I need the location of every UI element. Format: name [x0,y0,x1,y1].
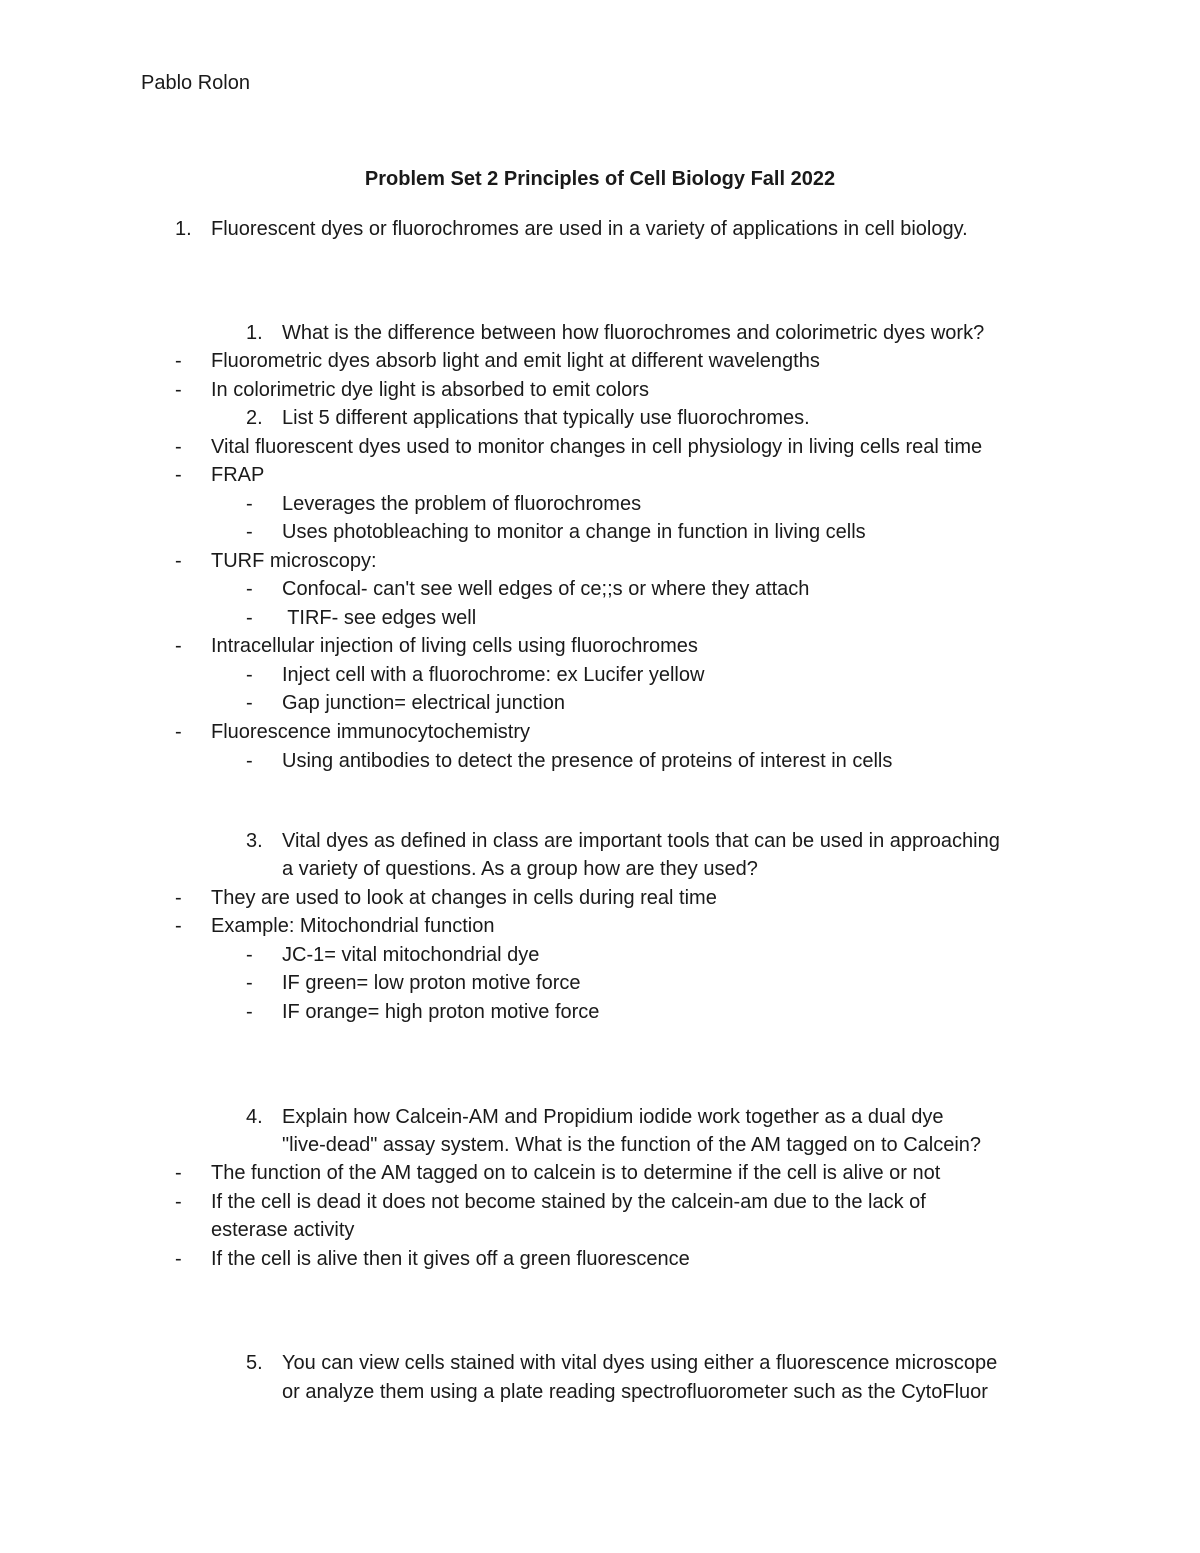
document-title: Problem Set 2 Principles of Cell Biology Fall 2022 [364,168,836,190]
bullet-dash: - [175,1248,182,1270]
list-marker: 3. [246,830,263,852]
bullet-dash: - [246,750,253,772]
list-item: The function of the AM tagged on to calcein is to determine if the cell is alive or not [211,1162,941,1184]
list-marker: 4. [246,1106,263,1128]
list-item: In colorimetric dye light is absorbed to emit colors [211,379,649,401]
subquestion-1-text: What is the difference between how fluorochromes and colorimetric dyes work? [282,322,985,344]
bullet-dash: - [246,521,253,543]
list-item: FRAP [211,464,265,486]
bullet-dash: - [175,915,182,937]
list-item: IF green= low proton motive force [282,972,581,994]
list-item: Intracellular injection of living cells using fluorochromes [211,635,698,657]
bullet-dash: - [175,721,182,743]
list-marker: 2. [246,407,263,429]
question-1-text: Fluorescent dyes or fluorochromes are used in a variety of applications in cell biology. [211,218,968,240]
list-marker: 5. [246,1352,263,1374]
list-item: Uses photobleaching to monitor a change in function in living cells [282,521,866,543]
bullet-dash: - [246,692,253,714]
bullet-dash: - [246,944,253,966]
list-item: TURF microscopy: [211,550,377,572]
list-item: Using antibodies to detect the presence of proteins of interest in cells [282,750,893,772]
bullet-dash: - [246,607,253,629]
subquestion-2-text: List 5 different applications that typically use fluorochromes. [282,407,810,429]
list-item: JC-1= vital mitochondrial dye [282,944,540,966]
list-item: They are used to look at changes in cells during real time [211,887,717,909]
list-marker: 1. [175,218,192,240]
list-item: Inject cell with a fluorochrome: ex Lucifer yellow [282,664,705,686]
list-item: Leverages the problem of fluorochromes [282,493,642,515]
bullet-dash: - [175,350,182,372]
question-3-text: Vital dyes as defined in class are important tools that can be used in approaching [282,830,1000,852]
list-item: If the cell is alive then it gives off a green fluorescence [211,1248,690,1270]
list-item: Example: Mitochondrial function [211,915,495,937]
author-name: Pablo Rolon [141,72,250,94]
question-3-text-cont: a variety of questions. As a group how are they used? [282,858,758,880]
bullet-dash: - [246,664,253,686]
question-5-text: You can view cells stained with vital dyes using either a fluorescence microscope [282,1352,998,1374]
question-4-text-cont: "live-dead" assay system. What is the function of the AM tagged on to Calcein? [282,1134,982,1156]
list-item: Fluorescence immunocytochemistry [211,721,530,743]
bullet-dash: - [175,379,182,401]
bullet-dash: - [175,550,182,572]
bullet-dash: - [175,1162,182,1184]
list-item: Vital fluorescent dyes used to monitor changes in cell physiology in living cells real time [211,436,983,458]
list-item: TIRF- see edges well [282,607,477,629]
question-5-text-cont: or analyze them using a plate reading spectrofluorometer such as the CytoFluor [282,1381,988,1403]
list-item: IF orange= high proton motive force [282,1001,600,1023]
list-item: Gap junction= electrical junction [282,692,565,714]
question-4-text: Explain how Calcein-AM and Propidium iodide work together as a dual dye [282,1106,944,1128]
bullet-dash: - [246,578,253,600]
bullet-dash: - [246,493,253,515]
bullet-dash: - [175,1191,182,1213]
bullet-dash: - [246,972,253,994]
bullet-dash: - [175,635,182,657]
list-item: If the cell is dead it does not become stained by the calcein-am due to the lack of [211,1191,926,1213]
bullet-dash: - [175,887,182,909]
list-item: Confocal- can't see well edges of ce;;s or where they attach [282,578,810,600]
list-marker: 1. [246,322,263,344]
bullet-dash: - [246,1001,253,1023]
bullet-dash: - [175,464,182,486]
list-item-cont: esterase activity [211,1219,355,1241]
bullet-dash: - [175,436,182,458]
list-item: Fluorometric dyes absorb light and emit light at different wavelengths [211,350,820,372]
